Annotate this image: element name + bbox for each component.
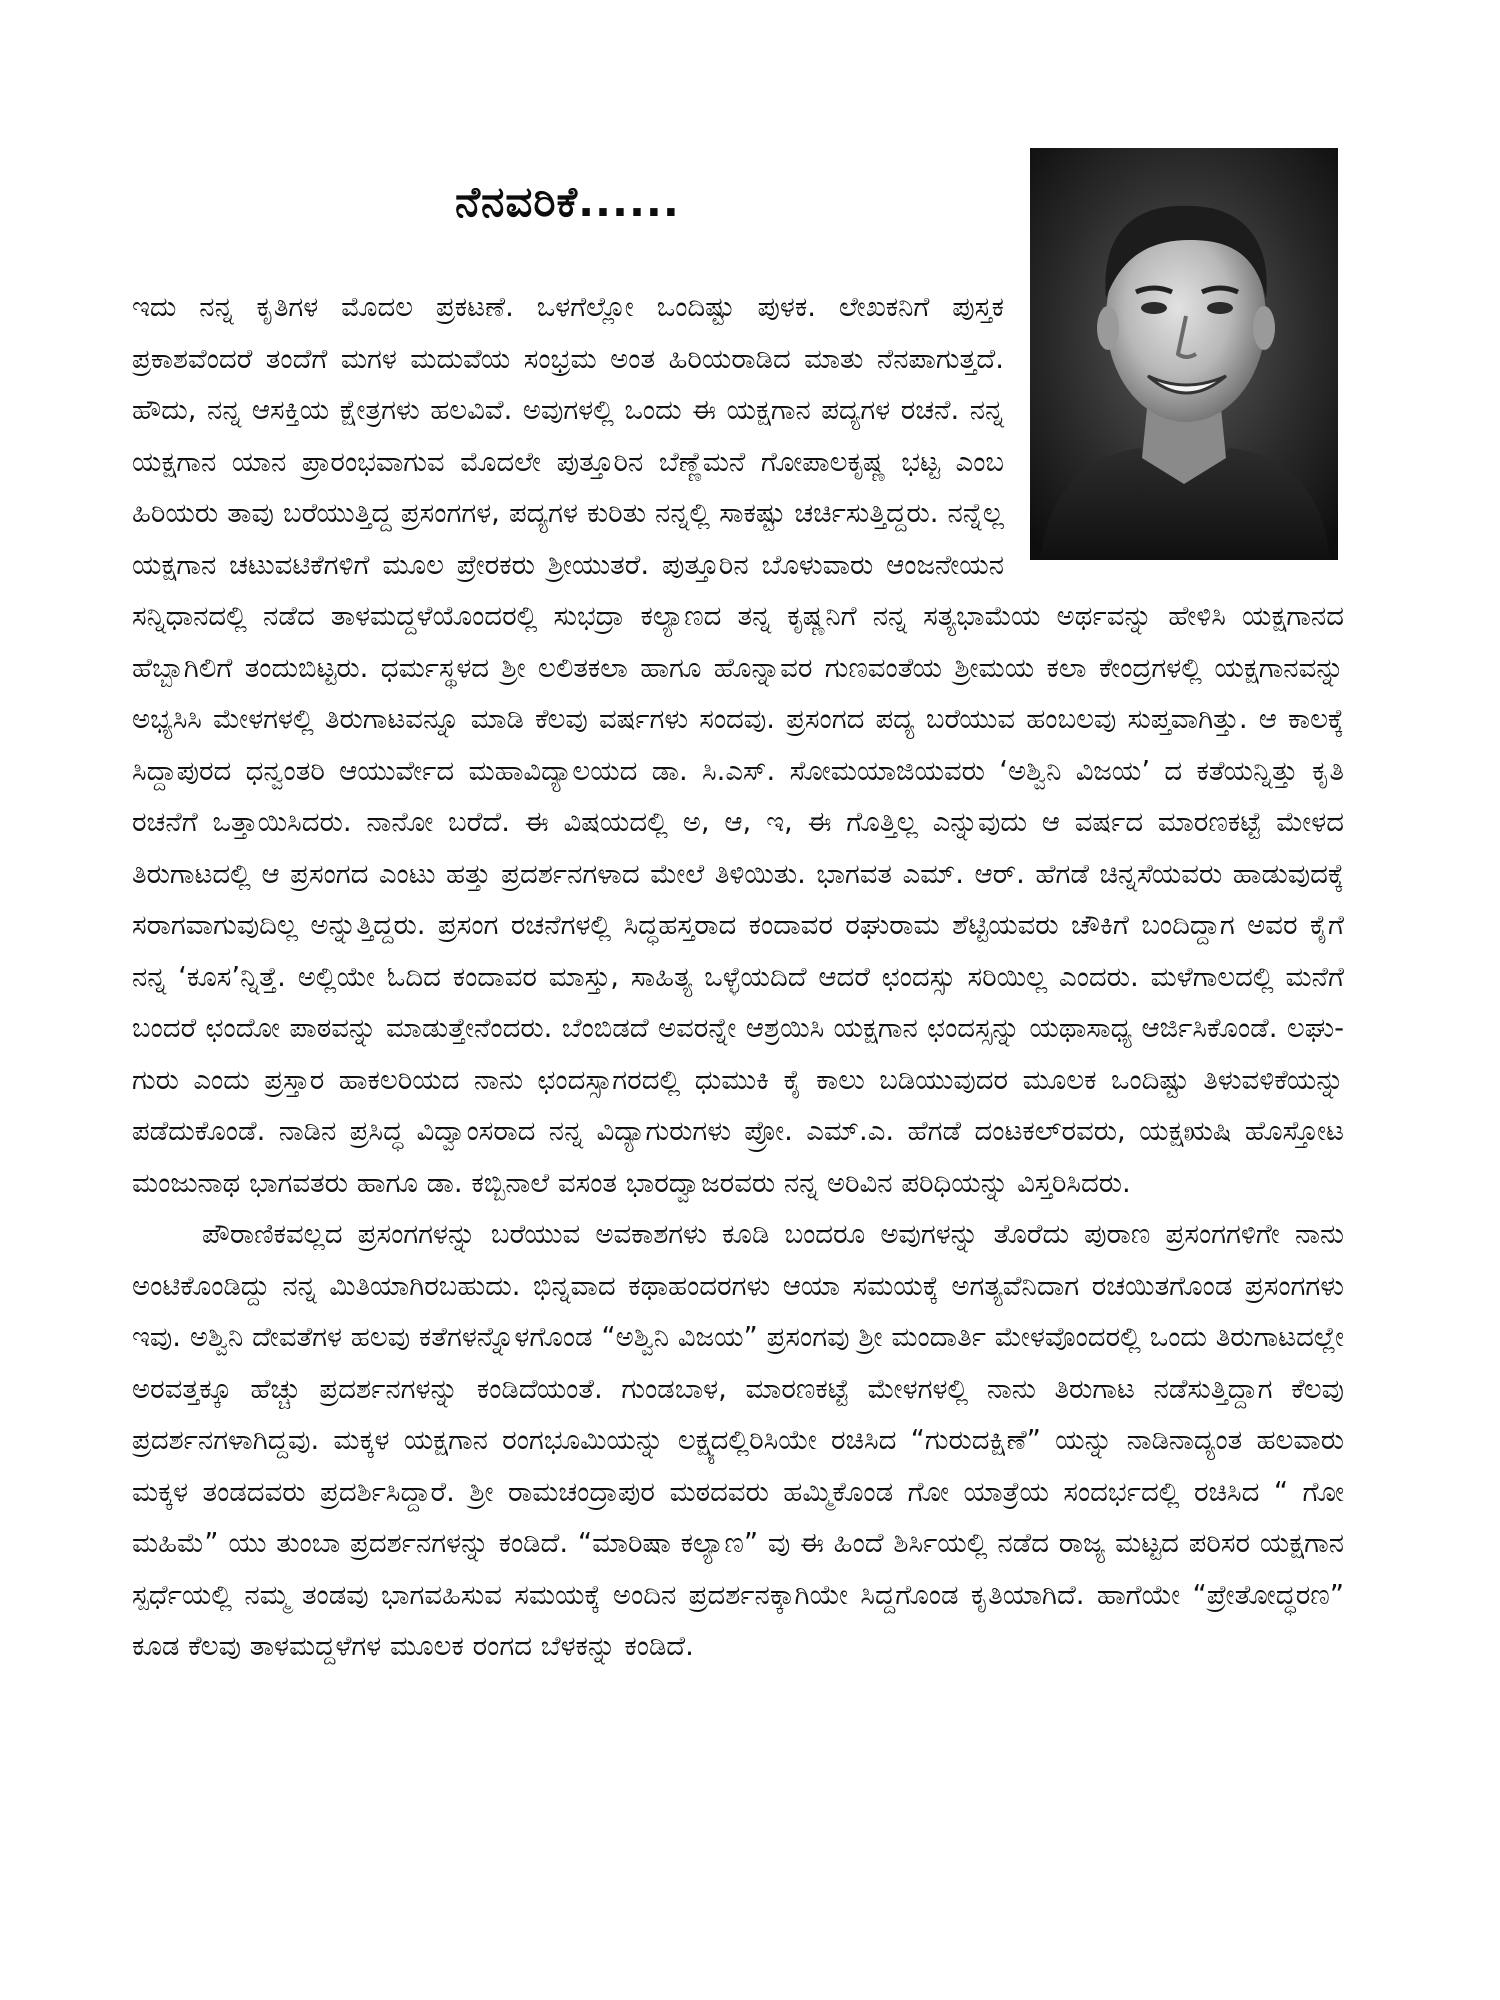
photo-wrap-space [1004, 282, 1344, 572]
paragraph-1: ಇದು ನನ್ನ ಕೃತಿಗಳ ಮೊದಲ ಪ್ರಕಟಣೆ. ಒಳಗೆಲ್ಲೋ ಒಂದಿಷ್ಟು ಪುಳಕ. ಲೇಖಕನಿಗೆ ಪುಸ್ತಕ ಪ್ರಕಾಶವೆಂದರೆ ತಂದೆಗೆ ಮಗಳ ಮದುವೆಯ ಸಂಭ್ರಮ ಅಂತ ಹಿರಿಯರಾಡಿದ ಮಾತು ನೆನಪಾಗುತ್ತದೆ. ಹೌದು, ನನ್ನ ಆಸಕ್ತಿಯ ಕ್ಷೇತ್ರಗಳು ಹಲವಿವೆ. ಅವುಗಳಲ್ಲಿ ಒಂದು ಈ ಯಕ್ಷಗಾನ ಪದ್ಯಗಳ ರಚನೆ. ನನ್ನ ಯಕ್ಷಗಾನ ಯಾನ ಪ್ರಾರಂಭವಾಗುವ ಮೊದಲೇ ಪುತ್ತೂರಿನ ಬೆಣ್ಣೆಮನೆ ಗೋಪಾಲಕೃಷ್ಣ ಭಟ್ಟ ಎಂಬ ಹಿರಿಯರು ತಾವು ಬರೆಯುತ್ತಿದ್ದ ಪ್ರಸಂಗಗಳ, ಪದ್ಯಗಳ ಕುರಿತು ನನ್ನಲ್ಲಿ ಸಾಕಷ್ಟು ಚರ್ಚಿಸುತ್ತಿದ್ದರು. ನನ್ನೆಲ್ಲ ಯಕ್ಷಗಾನ ಚಟುವಟಿಕೆಗಳಿಗೆ ಮೂಲ ಪ್ರೇರಕರು ಶ್ರೀಯುತರೆ. ಪುತ್ತೂರಿನ ಬೊಳುವಾರು ಆಂಜನೇಯನ ಸನ್ನಿಧಾನದಲ್ಲಿ ನಡೆದ ತಾಳಮದ್ದಳೆಯೊಂದರಲ್ಲಿ ಸುಭದ್ರಾ ಕಲ್ಯಾಣದ ತನ್ನ ಕೃಷ್ಣನಿಗೆ ನನ್ನ ಸತ್ಯಭಾಮೆಯ ಅರ್ಥವನ್ನು ಹೇಳಿಸಿ ಯಕ್ಷಗಾನದ ಹೆಬ್ಬಾಗಿಲಿಗೆ ತಂದುಬಿಟ್ಟರು. ಧರ್ಮಸ್ಥಳದ ಶ್ರೀ ಲಲಿತಕಲಾ ಹಾಗೂ ಹೊನ್ನಾವರ ಗುಣವಂತೆಯ ಶ್ರೀಮಯ ಕಲಾ ಕೇಂದ್ರಗಳಲ್ಲಿ ಯಕ್ಷಗಾನವನ್ನು ಅಭ್ಯಸಿಸಿ ಮೇಳಗಳಲ್ಲಿ ತಿರುಗಾಟವನ್ನೂ ಮಾಡಿ ಕೆಲವು ವರ್ಷಗಳು ಸಂದವು. ಪ್ರಸಂಗದ ಪದ್ಯ ಬರೆಯುವ ಹಂಬಲವು ಸುಪ್ತವಾಗಿತ್ತು. ಆ ಕಾಲಕ್ಕೆ ಸಿದ್ದಾಪುರದ ಧನ್ವಂತರಿ ಆಯುರ್ವೇದ ಮಹಾವಿದ್ಯಾಲಯದ ಡಾ. ಸಿ.ಎಸ್. ಸೋಮಯಾಜಿಯವರು ‘ಅಶ್ವಿನಿ ವಿಜಯ’ ದ ಕತೆಯನ್ನಿತ್ತು ಕೃತಿ ರಚನೆಗೆ ಒತ್ತಾಯಿಸಿದರು. ನಾನೋ ಬರೆದೆ. ಈ ವಿಷಯದಲ್ಲಿ ಅ, ಆ, ಇ, ಈ ಗೊತ್ತಿಲ್ಲ ಎನ್ನುವುದು ಆ ವರ್ಷದ ಮಾರಣಕಟ್ಟೆ ಮೇಳದ ತಿರುಗಾಟದಲ್ಲಿ ಆ ಪ್ರಸಂಗದ ಎಂಟು ಹತ್ತು ಪ್ರದರ್ಶನಗಳಾದ ಮೇಲೆ ತಿಳಿಯಿತು. ಭಾಗವತ ಎಮ್. ಆರ್. ಹೆಗಡೆ ಚಿನ್ನಸೆಯವರು ಹಾಡುವುದಕ್ಕೆ ಸರಾಗವಾಗುವುದಿಲ್ಲ ಅನ್ನುತ್ತಿದ್ದರು. ಪ್ರಸಂಗ ರಚನೆಗಳಲ್ಲಿ ಸಿದ್ಧಹಸ್ತರಾದ ಕಂದಾವರ ರಘುರಾಮ ಶೆಟ್ಟಿಯವರು ಚೌಕಿಗೆ ಬಂದಿದ್ದಾಗ ಅವರ ಕೈಗೆ ನನ್ನ ‘ಕೂಸ’ನ್ನಿತ್ತೆ. ಅಲ್ಲಿಯೇ ಓದಿದ ಕಂದಾವರ ಮಾಸ್ತು, ಸಾಹಿತ್ಯ ಒಳ್ಳೆಯದಿದೆ ಆದರೆ ಛಂದಸ್ಸು ಸರಿಯಿಲ್ಲ ಎಂದರು. ಮಳೆಗಾಲದಲ್ಲಿ ಮನೆಗೆ ಬಂದರೆ ಛಂದೋ ಪಾಠವನ್ನು ಮಾಡುತ್ತೇನೆಂದರು. ಬೆಂಬಿಡದೆ ಅವರನ್ನೇ ಆಶ್ರಯಿಸಿ ಯಕ್ಷಗಾನ ಛಂದಸ್ಸನ್ನು ಯಥಾಸಾಧ್ಯ ಆರ್ಜಿಸಿಕೊಂಡೆ. ಲಘು-ಗುರು ಎಂದು ಪ್ರಸ್ತಾರ ಹಾಕಲರಿಯದ ನಾನು ಛಂದಸ್ಸಾಗರದಲ್ಲಿ ಧುಮುಕಿ ಕೈ ಕಾಲು ಬಡಿಯುವುದರ ಮೂಲಕ ಒಂದಿಷ್ಟು ತಿಳುವಳಿಕೆಯನ್ನು ಪಡೆದುಕೊಂಡೆ. ನಾಡಿನ ಪ್ರಸಿದ್ಧ ವಿದ್ವಾಂಸರಾದ ನನ್ನ ವಿದ್ಯಾಗುರುಗಳು ಪ್ರೋ. ಎಮ್.ಎ. ಹೆಗಡೆ ದಂಟಕಲ್‌ರವರು, ಯಕ್ಷಋಷಿ ಹೊಸ್ತೋಟ ಮಂಜುನಾಥ ಭಾಗವತರು ಹಾಗೂ ಡಾ. ಕಬ್ಬಿನಾಲೆ ವಸಂತ ಭಾರದ್ವಾಜರವರು ನನ್ನ ಅರಿವಿನ ಪರಿಧಿಯನ್ನು ವಿಸ್ತರಿಸಿದರು. [132, 291, 1344, 1199]
page-title: ನೆನವರಿಕೆ...... [455, 177, 680, 226]
body-text [132, 282, 1344, 1673]
paragraph-2: ಪೌರಾಣಿಕವಲ್ಲದ ಪ್ರಸಂಗಗಳನ್ನು ಬರೆಯುವ ಅವಕಾಶಗಳು ಕೂಡಿ ಬಂದರೂ ಅವುಗಳನ್ನು ತೊರೆದು ಪುರಾಣ ಪ್ರಸಂಗಗಳಿಗೇ ನಾನು ಅಂಟಿಕೊಂಡಿದ್ದು ನನ್ನ ಮಿತಿಯಾಗಿರಬಹುದು. ಭಿನ್ನವಾದ ಕಥಾಹಂದರಗಳು ಆಯಾ ಸಮಯಕ್ಕೆ ಅಗತ್ಯವೆನಿದಾಗ ರಚಯಿತಗೊಂಡ ಪ್ರಸಂಗಗಳು ಇವು. ಅಶ್ವಿನಿ ದೇವತೆಗಳ ಹಲವು ಕತೆಗಳನ್ನೊಳಗೊಂಡ “ಅಶ್ವಿನಿ ವಿಜಯ” ಪ್ರಸಂಗವು ಶ್ರೀ ಮಂದಾರ್ತಿ ಮೇಳವೊಂದರಲ್ಲಿ ಒಂದು ತಿರುಗಾಟದಲ್ಲೇ ಅರವತ್ತಕ್ಕೂ ಹೆಚ್ಚು ಪ್ರದರ್ಶನಗಳನ್ನು ಕಂಡಿದೆಯಂತೆ. ಗುಂಡಬಾಳ, ಮಾರಣಕಟ್ಟೆ ಮೇಳಗಳಲ್ಲಿ ನಾನು ತಿರುಗಾಟ ನಡೆಸುತ್ತಿದ್ದಾಗ ಕೆಲವು ಪ್ರದರ್ಶನಗಳಾಗಿದ್ದವು. ಮಕ್ಕಳ ಯಕ್ಷಗಾನ ರಂಗಭೂಮಿಯನ್ನು ಲಕ್ಷ್ಯದಲ್ಲಿರಿಸಿಯೇ ರಚಿಸಿದ “ಗುರುದಕ್ಷಿಣೆ” ಯನ್ನು ನಾಡಿನಾದ್ಯಂತ ಹಲವಾರು ಮಕ್ಕಳ ತಂಡದವರು ಪ್ರದರ್ಶಿಸಿದ್ದಾರೆ. ಶ್ರೀ ರಾಮಚಂದ್ರಾಪುರ ಮಠದವರು ಹಮ್ಮಿಕೊಂಡ ಗೋ ಯಾತ್ರೆಯ ಸಂದರ್ಭದಲ್ಲಿ ರಚಿಸಿದ “ ಗೋ ಮಹಿಮೆ” ಯು ತುಂಬಾ ಪ್ರದರ್ಶನಗಳನ್ನು ಕಂಡಿದೆ. “ಮಾರಿಷಾ ಕಲ್ಯಾಣ” ವು ಈ ಹಿಂದೆ ಶಿರ್ಸಿಯಲ್ಲಿ ನಡೆದ ರಾಜ್ಯ ಮಟ್ಟದ ಪರಿಸರ ಯಕ್ಷಗಾನ ಸ್ಪರ್ಧೆಯಲ್ಲಿ ನಮ್ಮ ತಂಡವು ಭಾಗವಹಿಸುವ ಸಮಯಕ್ಕೆ ಅಂದಿನ ಪ್ರದರ್ಶನಕ್ಕಾಗಿಯೇ ಸಿದ್ದಗೊಂಡ ಕೃತಿಯಾಗಿದೆ. ಹಾಗೆಯೇ “ಪ್ರೇತೋದ್ಧರಣ” ಕೂಡ ಕೆಲವು ತಾಳಮದ್ದಳೆಗಳ ಮೂಲಕ ರಂಗದ ಬೆಳಕನ್ನು ಕಂಡಿದೆ. [132, 1218, 1344, 1662]
